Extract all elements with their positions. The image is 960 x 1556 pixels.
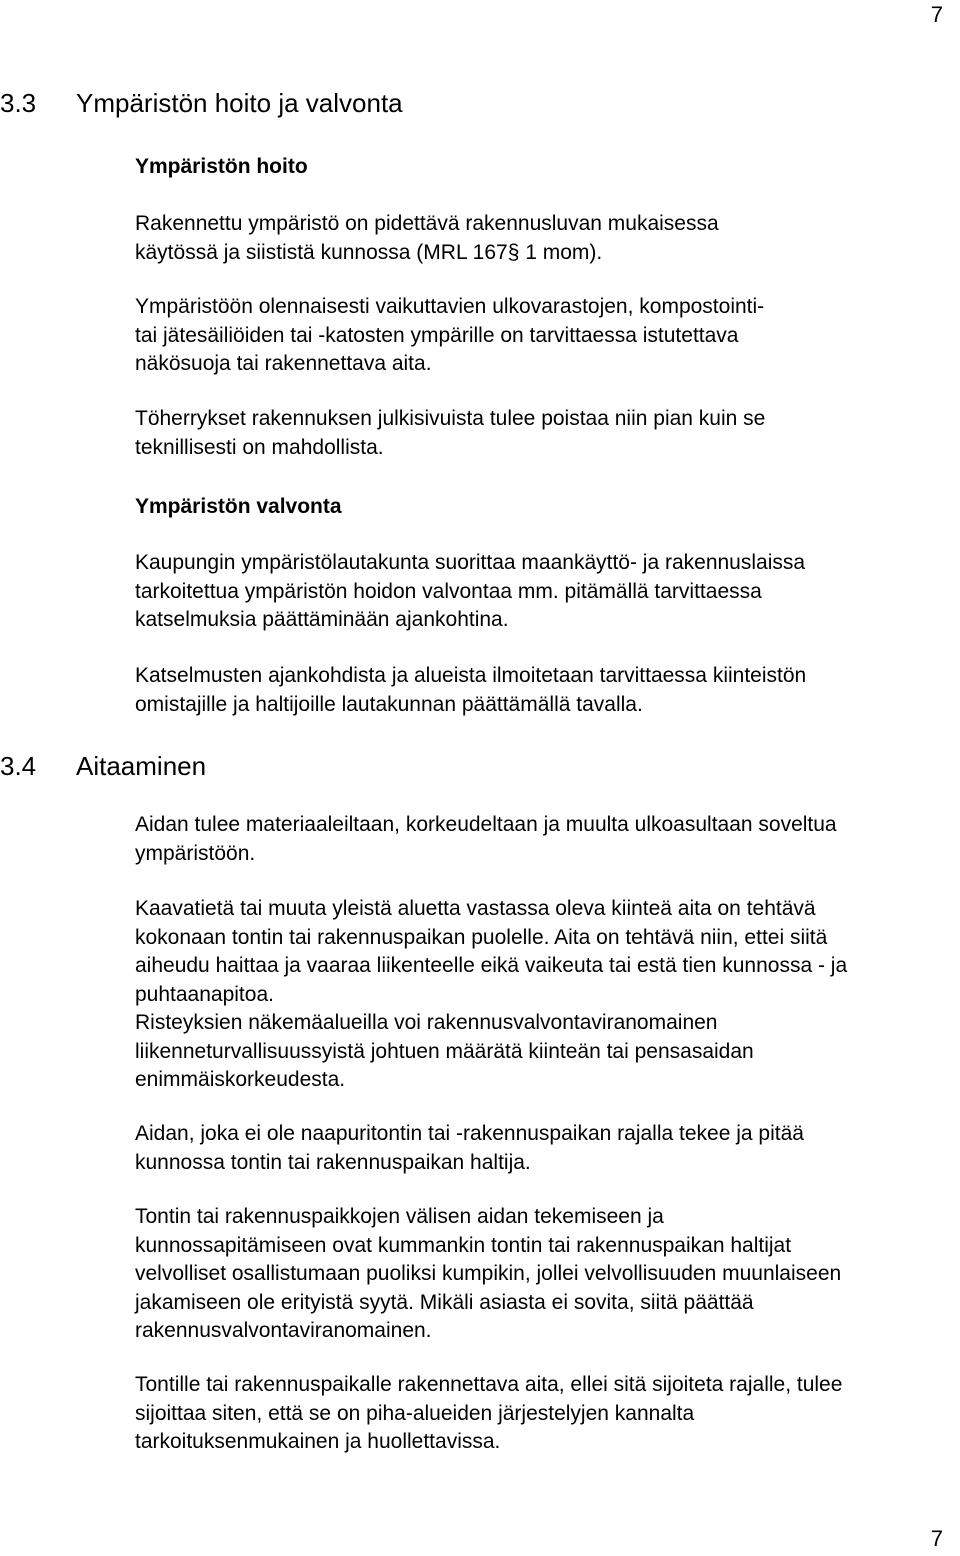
text-line: Tontille tai rakennuspaikalle rakennettava aita, ellei sitä sijoiteta rajalle, tulee	[135, 1373, 843, 1396]
text-line: käytössä ja siististä kunnossa (MRL 167§ 1 mom).	[135, 240, 603, 264]
text-line: kokonaan tontin tai rakennuspaikan puolelle. Aita on tehtävä niin, ettei siitä	[135, 925, 828, 949]
text-line: tarkoitettua ympäristön hoidon valvontaa mm. pitämällä tarvittaessa	[135, 579, 762, 603]
paragraph-aitaaminen-1	[135, 811, 955, 868]
text-line: sijoittaa siten, että se on piha-alueiden järjestelyjen kannalta	[135, 1401, 695, 1425]
text-line: tarkoituksenmukainen ja huollettavissa.	[135, 1430, 501, 1453]
text-line: Aidan tulee materiaaleiltaan, korkeudeltaan ja muulta ulkoasultaan soveltua	[135, 813, 837, 836]
paragraph-aitaaminen-2	[135, 895, 955, 1095]
text-line: kunnossa tontin tai rakennuspaikan haltija.	[135, 1150, 531, 1174]
text-line: jakamiseen ole erityistä syytä. Mikäli asiasta ei sovita, siitä päättää	[135, 1290, 754, 1314]
text-line: Kaupungin ympäristölautakunta suorittaa maankäyttö- ja rakennuslaissa	[135, 551, 806, 574]
paragraph-hoito-2	[135, 293, 955, 379]
paragraph-valvonta-2	[135, 662, 955, 719]
section-number: 3.4	[0, 751, 37, 781]
section-title: Ympäristön hoito ja valvonta	[76, 88, 403, 118]
paragraph-aitaaminen-3	[135, 1120, 955, 1177]
text-line: rakennusvalvontaviranomainen.	[135, 1319, 432, 1342]
section-number: 3.3	[0, 88, 37, 118]
paragraph-hoito-3	[135, 405, 955, 462]
text-line: enimmäiskorkeudesta.	[135, 1068, 346, 1091]
section-heading-3-4	[0, 751, 400, 783]
paragraph-hoito-1	[135, 210, 955, 267]
page-number-bottom: 7	[930, 1526, 943, 1551]
text-line: Rakennettu ympäristö on pidettävä rakennusluvan mukaisessa	[135, 212, 719, 235]
page-number-top: 7	[930, 2, 943, 27]
subheading-ympariston-hoito: Ympäristön hoito	[135, 155, 308, 178]
text-line: teknillisesti on mahdollista.	[135, 435, 384, 459]
text-line: Ympäristöön olennaisesti vaikuttavien ulkovarastojen, kompostointi-	[135, 295, 765, 318]
text-line: Töherrykset rakennuksen julkisivuista tulee poistaa niin pian kuin se	[135, 407, 766, 430]
text-line: ympäristöön.	[135, 841, 256, 865]
text-line: Tontin tai rakennuspaikkojen välisen aidan tekemiseen ja	[135, 1205, 664, 1228]
text-line: tai jätesäiliöiden tai -katosten ympärille on tarvittaessa istutettava	[135, 323, 739, 347]
text-line: näkösuoja tai rakennettava aita.	[135, 352, 432, 375]
paragraph-aitaaminen-5	[135, 1371, 955, 1457]
text-line: katselmuksia päättäminään ajankohtina.	[135, 608, 509, 631]
text-line: aiheudu haittaa ja vaaraa liikenteelle eikä vaikeuta tai estä tien kunnossa - ja	[135, 954, 848, 977]
text-line: Katselmusten ajankohdista ja alueista ilmoitetaan tarvittaessa kiinteistön	[135, 664, 807, 687]
paragraph-aitaaminen-4	[135, 1203, 955, 1346]
text-line: kunnossapitämiseen ovat kummankin tontin tai rakennuspaikan haltijat	[135, 1233, 792, 1257]
text-line: Risteyksien näkemäalueilla voi rakennusvalvontaviranomainen	[135, 1011, 718, 1034]
text-line: velvolliset osallistumaan puoliksi kumpikin, jollei velvollisuuden muunlaiseen	[135, 1262, 842, 1285]
section-title: Aitaaminen	[76, 751, 207, 781]
text-line: omistajille ja haltijoille lautakunnan päättämällä tavalla.	[135, 692, 643, 716]
section-heading-3-3	[0, 88, 700, 120]
subheading-ympariston-valvonta: Ympäristön valvonta	[135, 495, 342, 518]
text-line: Kaavatietä tai muuta yleistä aluetta vastassa oleva kiinteä aita on tehtävä	[135, 897, 816, 920]
text-line: Aidan, joka ei ole naapuritontin tai -rakennuspaikan rajalla tekee ja pitää	[135, 1122, 804, 1145]
text-line: puhtaanapitoa.	[135, 982, 274, 1006]
text-line: liikenneturvallisuussyistä johtuen määrätä kiinteän tai pensasaidan	[135, 1039, 754, 1063]
paragraph-valvonta-1	[135, 549, 955, 635]
